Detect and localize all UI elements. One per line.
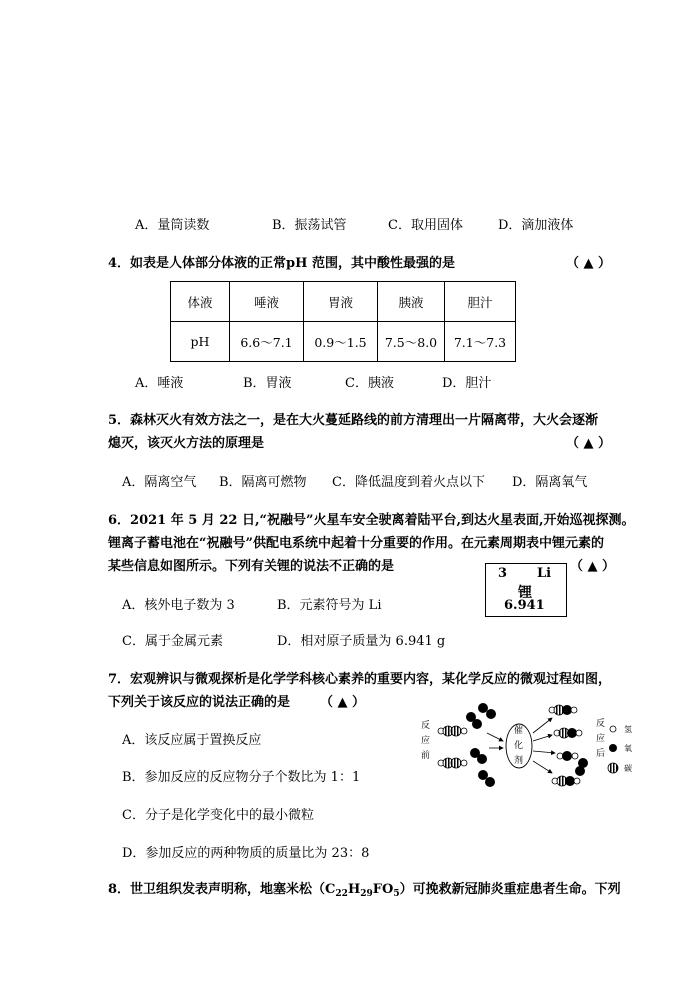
oxygen-molecule [466,712,482,729]
q6-option-d: D．相对原子质量为 6.941 g [277,634,446,649]
q4-option-b: B．胃液 [243,376,292,391]
q7-line-1: 7．宏观辨识与微观探析是化学学科核心素养的重要内容，某化学反应的微观过程如图， [108,672,612,687]
after-label-1: 反 [596,719,606,729]
product-molecule [552,776,580,786]
q8-line-1 [108,878,621,899]
q5-option-b: B．隔离可燃物 [219,475,307,490]
q5-option-a: A．隔离空气 [122,475,197,490]
q7-answer-mark: （ ▲ ） [320,695,366,710]
catalyst-label-2: 化 [514,741,524,751]
q5-answer-mark: （ ▲ ） [566,436,612,451]
before-label-1: 反 [421,721,431,731]
q3-option-d: D．滴加液体 [498,218,574,233]
q6-option-b: B．元素符号为 Li [277,598,382,613]
oxygen-molecule [575,758,588,776]
element-symbol: Li [537,566,552,581]
before-label-2: 应 [421,736,431,746]
q7-option-b: B．参加反应的反应物分子个数比为 1：1 [122,770,361,785]
table-cell: 7.5～8.0 [378,322,445,362]
legend-carbon-symbol [608,763,618,773]
after-label-3: 后 [596,749,606,759]
table-cell: 0.9～1.5 [304,322,378,362]
q6-answer-mark: （ ▲ ） [570,559,616,574]
catalyst-label-3: 剂 [514,756,524,766]
reactant-molecule [438,726,467,736]
q7-option-c: C．分子是化学变化中的最小微粒 [122,808,314,823]
table-header-cell: 体液 [171,282,230,322]
q4-option-d: D．胆汁 [442,376,492,391]
q7-option-a: A．该反应属于置换反应 [122,733,262,748]
after-label-2: 应 [596,734,606,744]
table-header-cell: 胰液 [378,282,445,322]
oxygen-molecule [470,748,487,764]
reaction-diagram [415,693,650,798]
q5-option-d: D．隔离氧气 [512,475,588,490]
product-molecule [549,705,577,715]
q6-option-a: A．核外电子数为 3 [122,598,235,613]
legend-hydrogen-label: 氢 [624,725,632,734]
legend-carbon-label: 碳 [624,764,632,773]
ph-table [170,281,516,362]
legend-hydrogen-symbol [610,726,616,732]
lithium-element-card [485,563,567,617]
oxygen-molecule [478,770,495,787]
q3-option-c: C．取用固体 [388,218,463,233]
table-row [171,322,516,362]
reactant-molecule [438,758,467,768]
table-cell: pH [171,322,230,362]
table-header-cell: 唾液 [230,282,304,322]
table-cell: 7.1～7.3 [445,322,516,362]
catalyst-label-1: 催 [514,726,524,736]
q5-line-2: 熄灭，该灭火方法的原理是 [108,436,265,451]
q8-suffix: ）可挽救新冠肺炎重症患者生命。下列 [399,882,621,897]
q4-stem: 4．如表是人体部分体液的正常pH 范围，其中酸性最强的是 [108,256,455,271]
atomic-mass: 6.941 [504,598,545,613]
q3-option-a: A．量筒读数 [135,218,210,233]
q3-option-b: B．振荡试管 [272,218,347,233]
element-name: 锂 [518,585,532,601]
product-molecule [557,751,578,761]
legend-oxygen-symbol [609,744,617,752]
table-header-cell: 胆汁 [445,282,516,322]
q6-option-c: C．属于金属元素 [122,634,223,649]
q7-line-2: 下列关于该反应的说法正确的是 [108,695,291,710]
q8-prefix: 8．世卫组织发表声明称，地塞米松（ [108,882,326,897]
q6-line-2: 锂离子蓄电池在“祝融号”供配电系统中起着十分重要的作用。在元素周期表中锂元素的 [108,536,604,551]
q6-line-1: 6．2021 年 5 月 22 日,“祝融号”火星车安全驶离着陆平台,到达火星表面,开始巡视探测。 [108,513,635,528]
table-header-row [171,282,516,322]
q6-line-3: 某些信息如图所示。下列有关锂的说法不正确的是 [108,559,395,574]
chemical-formula: $C_{22}H_{29}FO_5$ [325,882,400,899]
table-header-cell: 胃液 [304,282,378,322]
legend-oxygen-label: 氧 [624,744,632,753]
q4-option-a: A．唾液 [135,376,184,391]
product-molecule [554,728,582,738]
q5-line-1: 5．森林灭火有效方法之一，是在大火蔓延路线的前方清理出一片隔离带，大火会逐渐 [108,413,599,428]
table-cell: 6.6～7.1 [230,322,304,362]
oxygen-molecule [478,703,496,719]
q4-option-c: C．胰液 [345,376,394,391]
q7-option-d: D．参加反应的两种物质的质量比为 23：8 [122,846,370,861]
q5-option-c: C．降低温度到着火点以下 [332,475,485,490]
q4-answer-mark: （ ▲ ） [566,256,612,271]
before-label-3: 前 [421,751,431,761]
atomic-number: 3 [498,566,508,581]
